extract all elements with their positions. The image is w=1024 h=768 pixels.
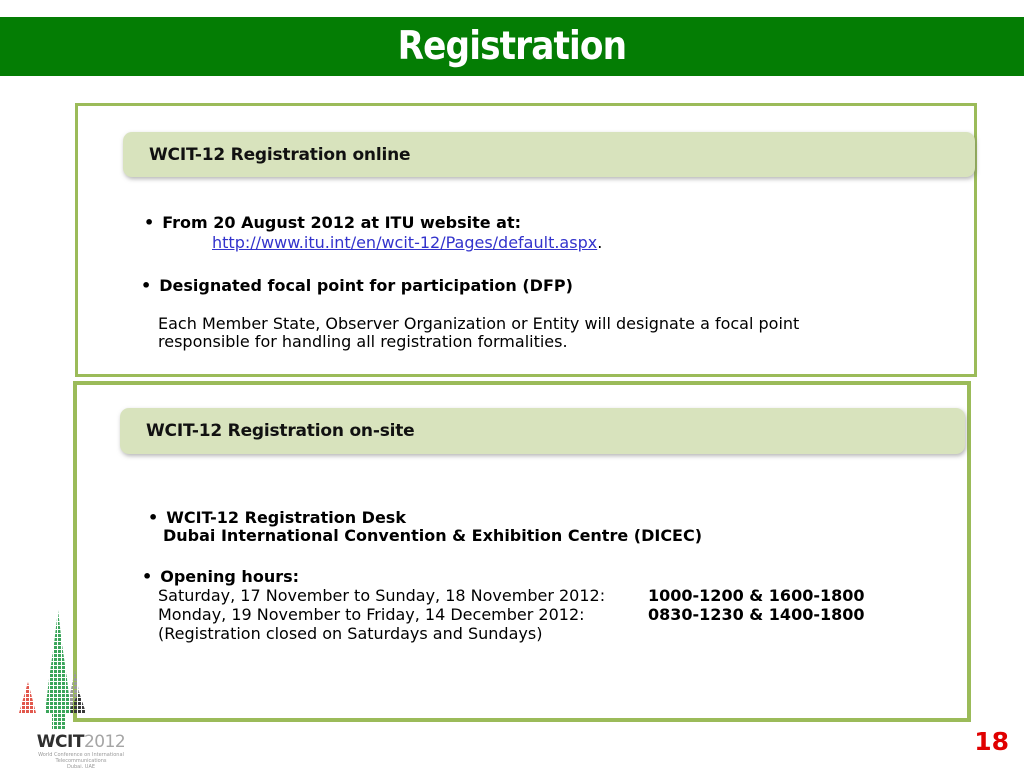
bullet-icon: •	[141, 276, 152, 295]
from-date-text: From 20 August 2012 at ITU website at:	[162, 213, 522, 232]
from-date-line	[144, 213, 521, 232]
opening-hours-label: Opening hours:	[160, 567, 300, 586]
dfp-paragraph-line2: responsible for handling all registration formalities.	[158, 332, 568, 351]
hours-time: 0830-1230 & 1400-1800	[648, 605, 865, 624]
slide-title: Registration	[397, 24, 627, 69]
hours-time: 1000-1200 & 1600-1800	[648, 586, 865, 605]
link-period: .	[597, 233, 603, 252]
bullet-icon: •	[148, 508, 159, 527]
dfp-paragraph-line1: Each Member State, Observer Organization or Entity will designate a focal point	[158, 314, 800, 333]
hours-row	[158, 586, 865, 605]
registration-online-header-bar	[123, 132, 975, 177]
logo-location: Dubai, UAE	[66, 764, 96, 768]
logo-subtitle-line2: Telecommunications	[55, 758, 107, 764]
dfp-line	[141, 276, 573, 295]
registration-desk-text: WCIT-12 Registration Desk	[166, 508, 406, 527]
dfp-text: Designated focal point for participation (DFP)	[159, 276, 573, 295]
opening-hours-line	[142, 567, 299, 586]
registration-desk-line	[148, 508, 406, 527]
wcit-2012-logo	[18, 606, 148, 768]
registration-online-header: WCIT-12 Registration online	[149, 144, 411, 165]
hours-row	[158, 605, 865, 624]
itu-link-line	[212, 233, 602, 252]
registration-onsite-header-bar	[120, 408, 965, 454]
logo-year-text: 2012	[83, 732, 126, 752]
bullet-icon: •	[142, 567, 153, 586]
wcit-logo-wordmark	[20, 732, 142, 752]
itu-website-link[interactable]: http://www.itu.int/en/wcit-12/Pages/default.aspx	[212, 233, 598, 252]
hours-period: Monday, 19 November to Friday, 14 December 2012:	[158, 605, 585, 624]
bullet-icon: •	[144, 213, 155, 232]
hours-period: Saturday, 17 November to Sunday, 18 November 2012:	[158, 586, 606, 605]
logo-subtitle	[20, 752, 142, 764]
logo-wcit-text: WCIT	[36, 732, 84, 752]
venue-line: Dubai International Convention & Exhibition Centre (DICEC)	[163, 526, 703, 545]
title-banner	[0, 17, 1024, 76]
page-number: 18	[974, 727, 1009, 756]
registration-onsite-header: WCIT-12 Registration on-site	[146, 421, 415, 441]
burj-tower-mosaic-icon	[18, 606, 118, 732]
logo-subtitle-line1: World Conference on International	[38, 752, 124, 758]
closed-note-line: (Registration closed on Saturdays and Sundays)	[158, 624, 543, 643]
